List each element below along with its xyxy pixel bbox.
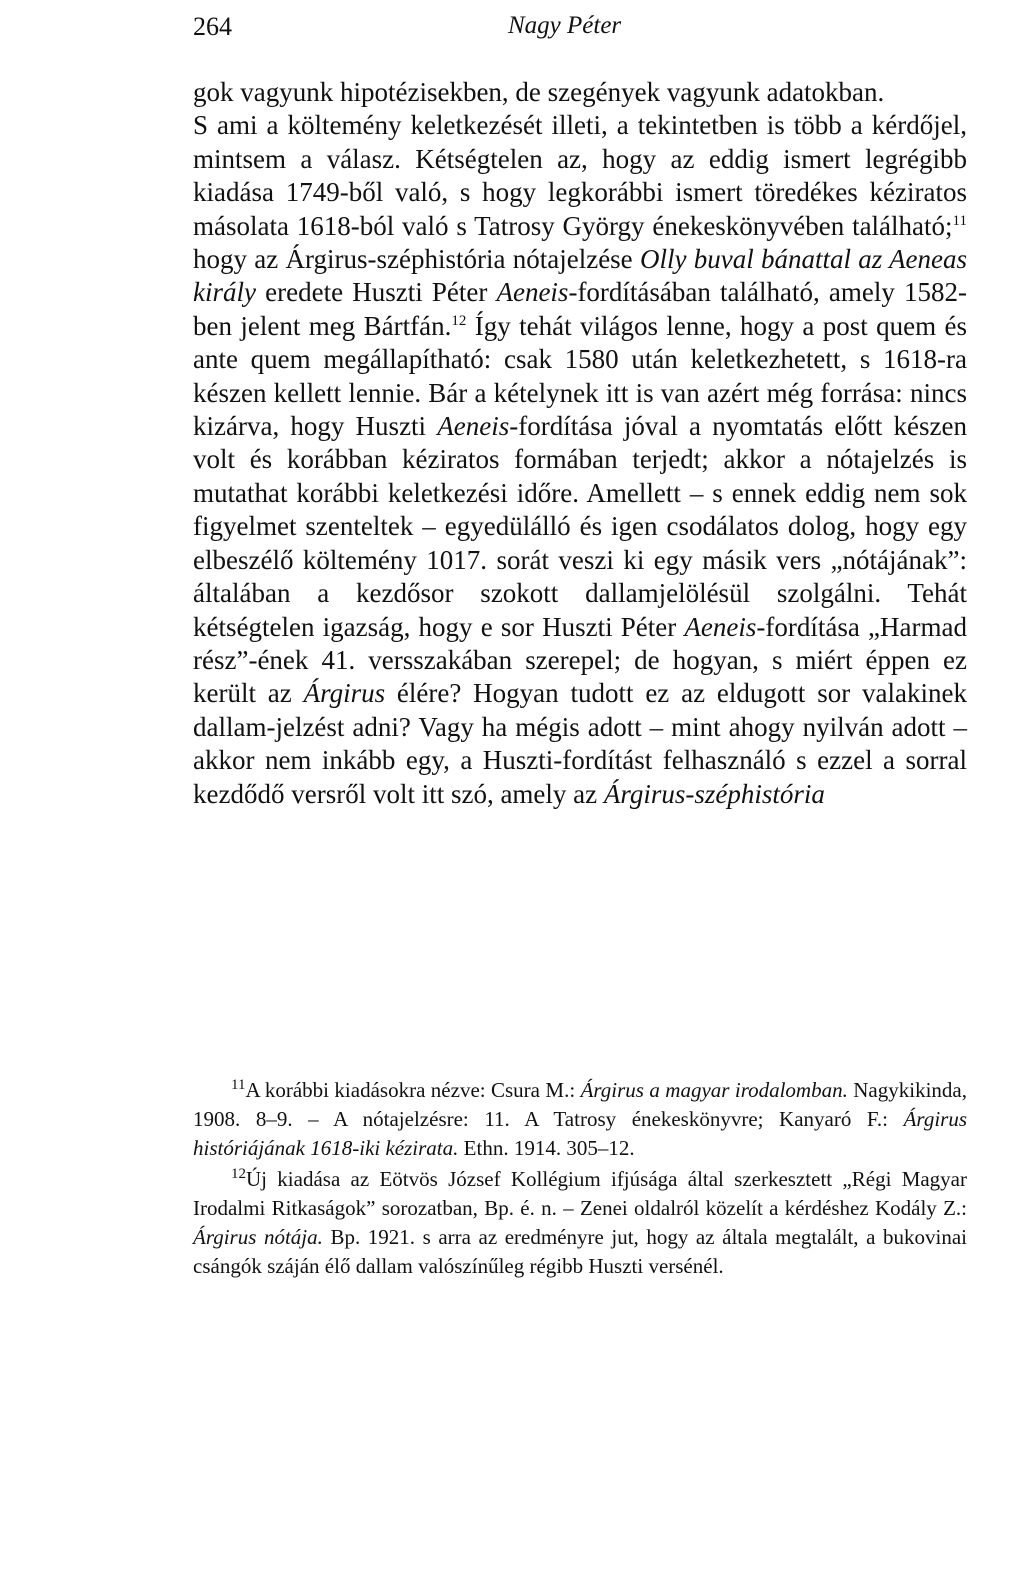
footnote-12 <box>193 1165 967 1281</box>
work-title: Aeneis <box>496 277 569 308</box>
footnotes <box>193 1076 967 1283</box>
footnote-ref-12: 12 <box>451 312 467 329</box>
work-title: Aeneis <box>437 411 510 442</box>
text-run: Nagykikinda, 1908. 8–9. – A nótajelzésre: 11. A Tatrosy énekeskönyvre; Kanyaró F.: <box>193 1078 967 1131</box>
footnote-mark: 12 <box>231 1166 246 1182</box>
text-run: eredete Huszti Péter <box>255 277 497 308</box>
work-title: Árgirus <box>303 678 386 709</box>
paragraph-2 <box>193 109 967 811</box>
work-title: Árgirus-széphistória <box>603 778 825 809</box>
song-title: Olly buval bánattal az Aeneas király <box>193 244 968 308</box>
page-header <box>0 6 1024 46</box>
footnote-mark: 11 <box>231 1077 246 1093</box>
running-head: Nagy Péter <box>508 12 622 39</box>
cited-title: Árgirus nótája. <box>193 1225 323 1249</box>
page-number: 264 <box>193 12 232 41</box>
text-run: -fordításában található, amely 1582-ben jelent meg Bártfán. <box>193 277 967 341</box>
work-title: Aeneis <box>684 611 757 642</box>
text-run: Bp. 1921. s arra az eredményre jut, hogy az általa megtalált, a bukovinai csángók száján élő dallam valószínűleg régibb Huszti versénél. <box>193 1225 967 1278</box>
footnote-ref-11: 11 <box>952 212 967 229</box>
text-run: -fordítása jóval a nyomtatás előtt készen volt és korábban kéziratos formában terjedt; akkor a nótajelzés is mutathat korábbi keletkezési időre. Amellett – s ennek eddig nem sok figyelmet szenteltek – egyedülálló és igen csodálatos dolog, hogy egy elbeszélő költemény 1017. sorát veszi ki egy másik vers „nótájának”: általában a kezdősor szokott dallamjelölésül szolgálni. Tehát kétségtelen igazság, hogy e sor Huszti Péter <box>193 411 968 642</box>
text-run: élére? Hogyan tudott ez az eldugott sor valakinek dallam-jelzést adni? Vagy ha mégis adott – mint ahogy nyilván adott – akkor nem inkább egy, a Huszti-fordítást felhasználó s ezzel a sorral kezdődő versről volt itt szó, amely az <box>193 678 967 809</box>
cited-title: Árgirus históriájának 1618-iki kézirata. <box>193 1107 967 1160</box>
paragraph-1: gok vagyunk hipotézisekben, de szegények vagyunk adatokban. <box>193 77 885 107</box>
footnote-11 <box>193 1076 967 1163</box>
text-run: S ami a költemény keletkezését illeti, a tekintetben is több a kérdőjel, mintsem a válasz. Kétségtelen az, hogy az eddig ismert legrégibb kiadása 1749-ből való, s hogy legkorábbi ismert töredékes kéziratos másolata 1618-ból való s Tatrosy György énekeskönyvében található; <box>193 110 967 241</box>
cited-title: Árgirus a magyar irodalomban. <box>580 1078 848 1102</box>
text-run: Ethn. 1914. 305–12. <box>458 1136 635 1160</box>
text-run: hogy az Árgirus-széphistória nótajelzése <box>193 244 640 275</box>
text-run: Új kiadása az Eötvös József Kollégium ifjúsága által szerkesztett „Régi Magyar Irodalmi Ritkaságok” sorozatban, Bp. é. n. – Zenei oldalról közelít a kérdéshez Kodály Z.: <box>193 1167 967 1220</box>
main-text <box>193 76 967 811</box>
text-run: A korábbi kiadásokra nézve: Csura M.: <box>245 1078 581 1102</box>
text-run: Így tehát világos lenne, hogy a post quem és ante quem megállapítható: csak 1580 után keletkezhetett, s 1618-ra készen kellett lennie. Bár a kételynek itt is van azért még forrása: nincs kizárva, hogy Huszti <box>193 310 967 442</box>
text-run: -fordítása „Harmad rész”-ének 41. versszakában szerepel; de hogyan, s miért éppen ez került az <box>193 611 967 709</box>
